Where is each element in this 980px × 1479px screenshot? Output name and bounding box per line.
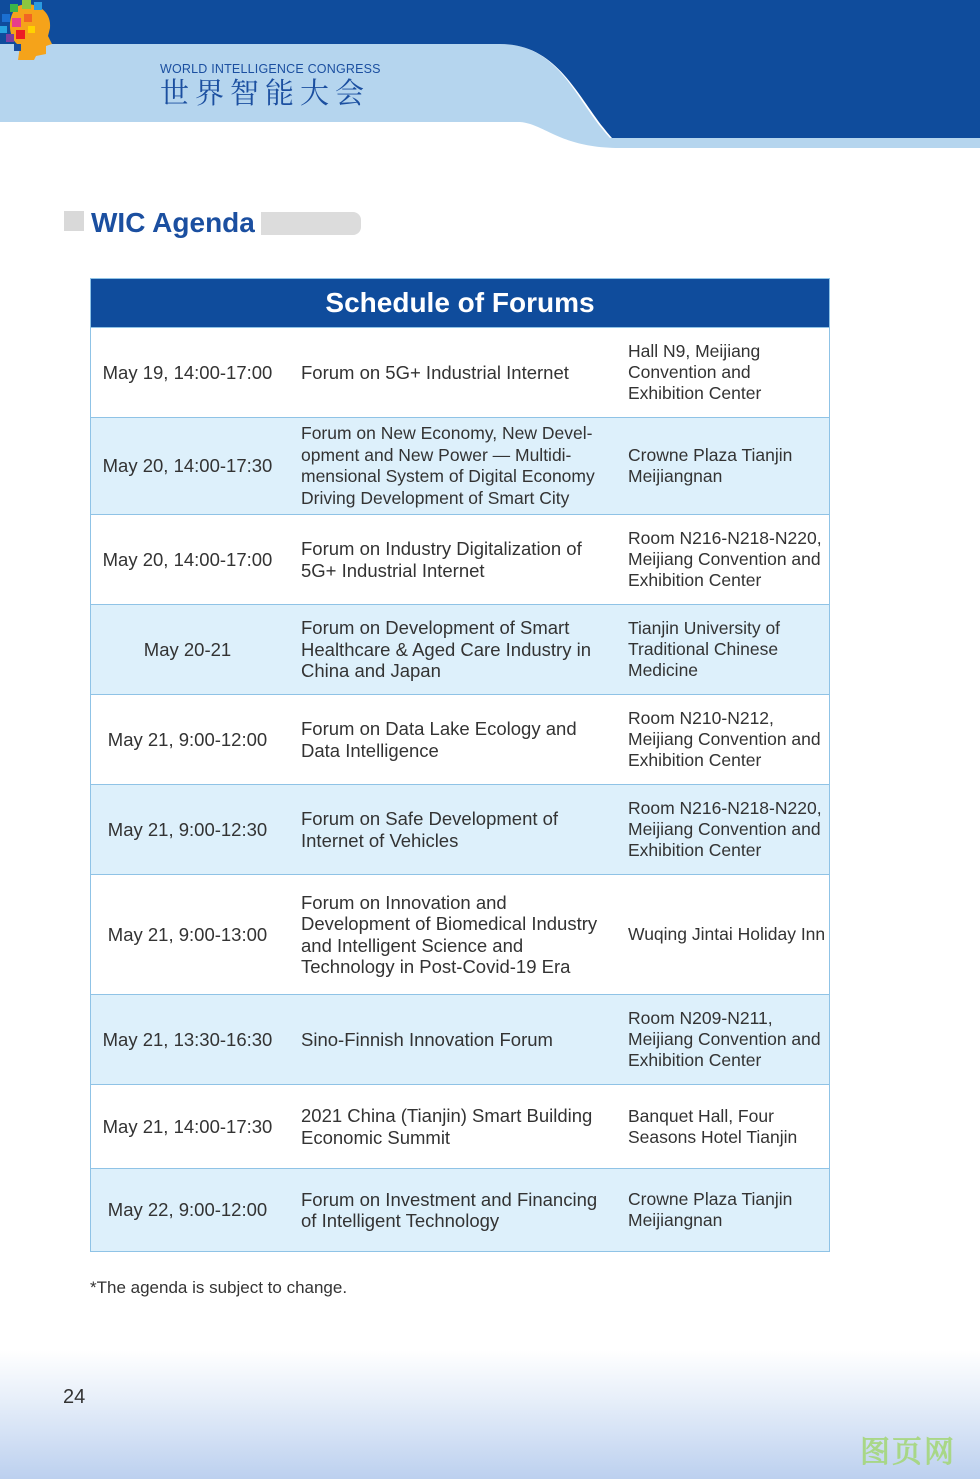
brand-english: WORLD INTELLIGENCE CONGRESS [160, 62, 381, 76]
table-row [91, 417, 829, 514]
row-forum: Forum on 5G+ Industrial Internet [301, 361, 569, 383]
row-forum: Sino-Finnish Innovation Forum [301, 1028, 553, 1050]
row-forum: 2021 China (Tianjin) Smart Building Economic Summit [301, 1105, 593, 1148]
row-date: May 20, 14:00-17:30 [102, 455, 273, 477]
heading-square-marker [64, 211, 84, 231]
table-row [91, 874, 829, 994]
row-forum: Forum on Investment and Financing of Intelligent Technology [301, 1188, 598, 1231]
table-row [91, 784, 829, 874]
page-number: 24 [63, 1386, 86, 1408]
row-date: May 22, 9:00-12:00 [107, 1199, 268, 1221]
header-wave-graphic [0, 0, 980, 160]
heading-decor-bar [261, 212, 361, 235]
row-venue: Crowne Plaza Tianjin Meijiangnan [628, 445, 793, 486]
row-forum: Forum on New Economy, New Devel-opment and New Power — Multidi-mensional System of Digital Economy Driving Development of Smart City [301, 423, 595, 508]
table-row [91, 694, 829, 784]
row-venue: Room N209-N211, Meijiang Convention and Exhibition Center [628, 1008, 821, 1070]
brand-chinese: 世界智能大会 [160, 78, 371, 110]
schedule-title: Schedule of Forums [91, 279, 829, 327]
row-venue: Wuqing Jintai Holiday Inn [628, 924, 826, 944]
row-forum: Forum on Innovation and Development of Biomedical Industry and Intelligent Science and Technology in Post-Covid-19 Era [301, 891, 598, 977]
watermark-logo: 图页网 [860, 1436, 956, 1469]
table-row [91, 1168, 829, 1251]
brand-wordmark [160, 62, 381, 111]
row-forum: Forum on Data Lake Ecology and Data Intelligence [301, 718, 577, 761]
row-forum: Forum on Industry Digitalization of 5G+ Industrial Internet [301, 538, 582, 581]
row-venue: Crowne Plaza Tianjin Meijiangnan [628, 1189, 793, 1230]
schedule-table [90, 278, 830, 1252]
page-header [0, 0, 980, 160]
row-venue: Room N216-N218-N220, Meijiang Convention and Exhibition Center [628, 528, 822, 590]
agenda-note: *The agenda is subject to change. [90, 1278, 348, 1297]
table-row [91, 604, 829, 694]
row-date: May 20, 14:00-17:00 [102, 548, 273, 570]
section-title: WIC Agenda [91, 207, 255, 238]
footer-gradient [0, 1350, 980, 1479]
row-venue: Room N210-N212, Meijiang Convention and Exhibition Center [628, 708, 821, 770]
table-row [91, 994, 829, 1084]
table-row [91, 327, 829, 417]
row-venue: Room N216-N218-N220, Meijiang Convention and Exhibition Center [628, 798, 822, 860]
row-date: May 21, 14:00-17:30 [102, 1115, 273, 1137]
row-date: May 21, 9:00-12:00 [107, 728, 268, 750]
row-date: May 21, 13:30-16:30 [102, 1028, 273, 1050]
row-date: May 21, 9:00-13:00 [107, 923, 268, 945]
row-venue: Tianjin University of Traditional Chinese Medicine [628, 618, 781, 680]
row-date: May 19, 14:00-17:00 [102, 361, 273, 383]
row-forum: Forum on Development of Smart Healthcare & Aged Care Industry in China and Japan [301, 617, 591, 682]
row-venue: Hall N9, Meijiang Convention and Exhibition Center [628, 341, 762, 403]
row-forum: Forum on Safe Development of Internet of Vehicles [301, 808, 559, 851]
wic-head-logo-icon [0, 0, 56, 60]
table-row [91, 1084, 829, 1168]
row-venue: Banquet Hall, Four Seasons Hotel Tianjin [628, 1105, 798, 1147]
row-date: May 21, 9:00-12:30 [107, 818, 268, 840]
table-row [91, 514, 829, 604]
row-date: May 20-21 [143, 638, 232, 660]
